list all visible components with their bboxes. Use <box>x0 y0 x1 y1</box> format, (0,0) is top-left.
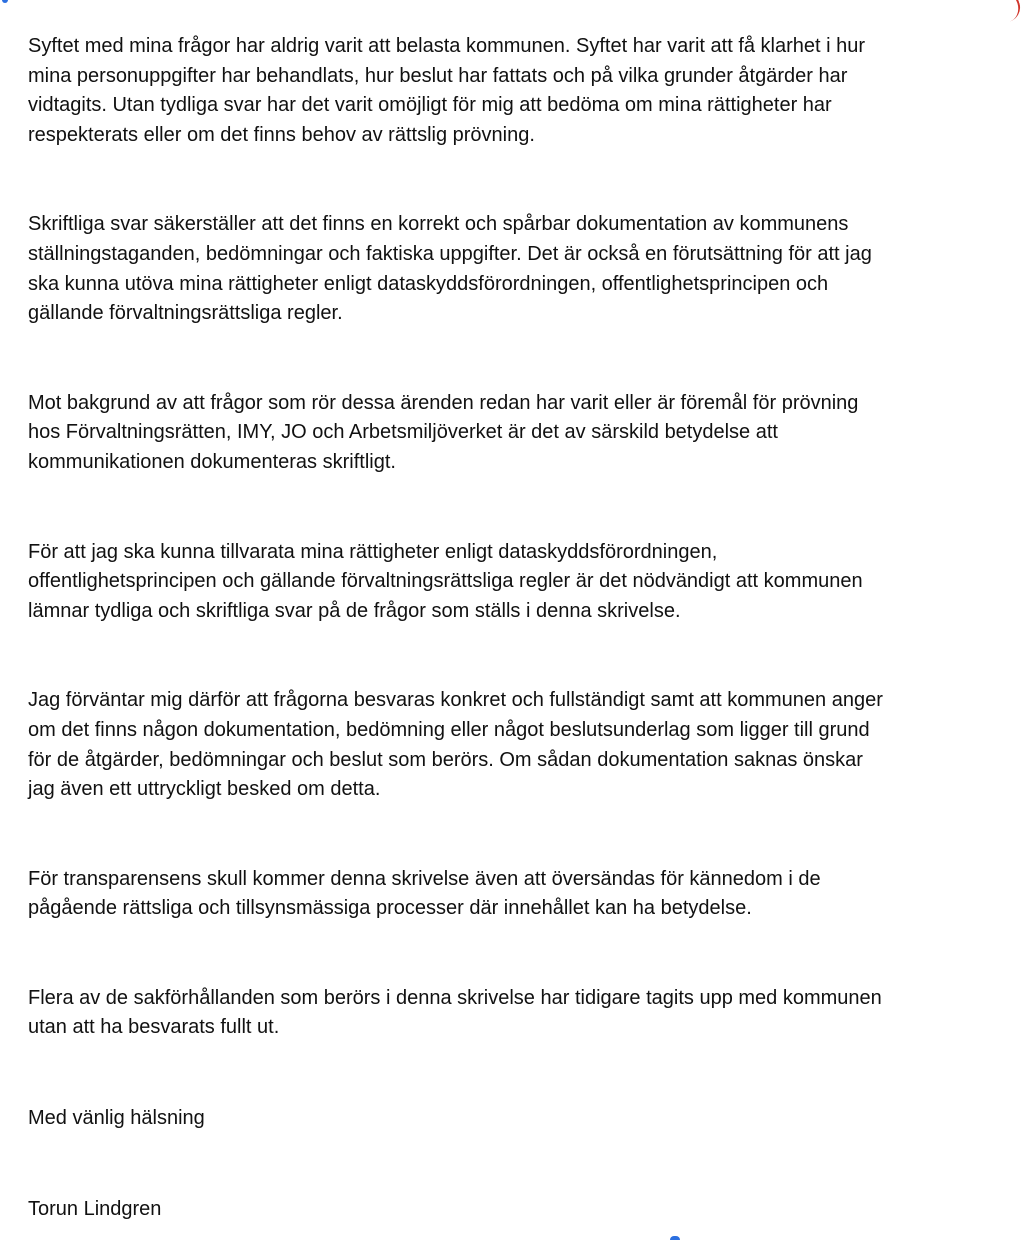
paragraph-previous-issues: Flera av de sakförhållanden som berörs i denna skrivelse har tidigare tagits upp med kommunen utan att ha besvarats fullt ut. <box>28 986 882 1039</box>
signature-name: Torun Lindgren <box>28 1198 162 1220</box>
paragraph-transparency: För transparensens skull kommer denna skrivelse även att översändas för kännedom i de pågående rättsliga och tillsynsmässiga processer där innehållet kan ha betydelse. <box>28 867 821 920</box>
paragraph-gap <box>28 478 1014 538</box>
paragraph-gap <box>28 329 1014 389</box>
edge-mark-red <box>988 0 1024 26</box>
paragraph-rights: För att jag ska kunna tillvarata mina rättigheter enligt dataskyddsförordningen, offentlighetsprincipen och gällande förvaltningsrättsliga regler är det nödvändigt att kommunen lämnar tydliga och skriftliga svar på de frågor som ställs i denna skrivelse. <box>28 540 863 622</box>
paragraph-gap <box>28 150 1014 210</box>
letter-body <box>28 32 1014 1043</box>
paragraph-purpose: Syftet med mina frågor har aldrig varit att belasta kommunen. Syftet har varit att få klarhet i hur mina personuppgifter har behandlats, hur beslut har fattats och på vilka grunder åtgärder har vidtagits. Utan tydliga svar har det varit omöjligt för mig att bedöma om mina rättigheter har respekterats eller om det finns behov av rättslig prövning. <box>28 35 866 146</box>
edge-mark-blue <box>2 0 8 3</box>
edge-mark-blue-bottom <box>670 1236 680 1240</box>
closing-greeting: Med vänlig hälsning <box>28 1107 205 1129</box>
paragraph-written-answers: Skriftliga svar säkerställer att det finns en korrekt och spårbar dokumentation av kommunens ställningstaganden, bedömningar och faktiska uppgifter. Det är också en förutsättning för att jag ska kunna utöva mina rättigheter enligt dataskyddsförordningen, offentlighetsprincipen och gällande förvaltningsrättsliga regler. <box>28 213 872 325</box>
paragraph-gap <box>28 924 1014 984</box>
paragraph-background: Mot bakgrund av att frågor som rör dessa ärenden redan har varit eller är föremål för prövning hos Förvaltningsrätten, IMY, JO och Arbetsmiljöverket är det av särskild betydelse att kommunikationen dokumenteras skriftligt. <box>28 391 859 473</box>
paragraph-expectation: Jag förväntar mig därför att frågorna besvaras konkret och fullständigt samt att kommunen anger om det finns någon dokumentation, bedömning eller något beslutsunderlag som ligger till grund för de åtgärder, bedömningar och beslut som berörs. Om sådan dokumentation saknas önskar jag även ett uttryckligt besked om detta. <box>28 689 883 801</box>
paragraph-gap <box>28 626 1014 686</box>
paragraph-gap <box>28 805 1014 865</box>
